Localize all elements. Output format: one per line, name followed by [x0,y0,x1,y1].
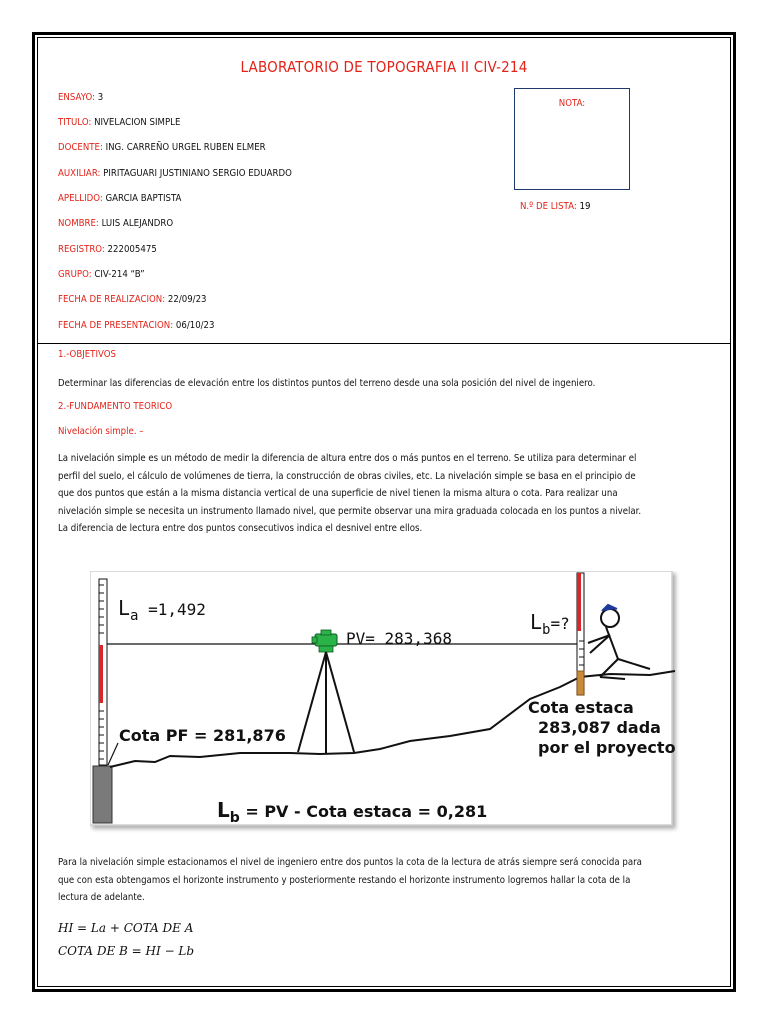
field-nombre: NOMBRE: LUIS ALEJANDRO [58,218,174,229]
label-cota-estaca-2: 283,087 dada [538,718,661,737]
label-la: $L_a$ $^{=1,492}$ [118,596,206,624]
label-cota-estaca-1: Cota estaca [528,698,634,717]
label-formula-lb: Lb = PV - Cota estaca = 0,281 [217,798,488,826]
label-pv: PV= 283,368 [346,629,452,648]
nivelacion-paragraph: La nivelación simple es un método de medir la diferencia de altura entre dos o más puntos en el terreno. Se utiliza para determinar el perfil del suelo, el cálculo de volúmenes de tierra, la construcción de obras civiles, etc. La nivelación simple se basa en el principio de que dos puntos que están a la misma distancia vertical de una superficie de nivel tienen la misma altura o cota. Para realizar una nivelación simple se necesita un instrumento llamado nivel, que permite observar una mira graduada colocada en los puntos a nivelar. La diferencia de lectura entre dos puntos consecutivos indica el desnivel entre ellos. [58,453,642,534]
field-auxiliar: AUXILIAR: PIRITAGUARI JUSTINIANO SERGIO EDUARDO [58,168,292,179]
formula-cota-b: COTA DE B = HI − Lb [58,944,195,958]
rod-b [577,573,584,695]
benchmark-post [93,766,112,823]
field-docente: DOCENTE: ING. CARREÑO URGEL RUBEN ELMER [58,142,266,153]
field-registro: REGISTRO: 222005475 [58,244,157,255]
field-titulo: TITULO: NIVELACION SIMPLE [58,117,181,128]
field-apellido: APELLIDO: GARCIA BAPTISTA [58,193,182,204]
field-fecha-presentacion: FECHA DE PRESENTACION: 06/10/23 [58,320,215,331]
field-fecha-realizacion: FECHA DE REALIZACION: 22/09/23 [58,294,207,305]
label-lb: $L_b^{=?}$ [530,610,570,638]
fundamento-heading: 2.-FUNDAMENTO TEORICO [58,401,173,412]
header-divider [37,343,731,344]
rod-a [99,579,107,765]
grade-label: NOTA: [558,98,586,109]
objetivos-paragraph: Determinar las diferencias de elevación entre los distintos puntos del terreno desde una sola posición del nivel de ingeniero. [58,378,596,389]
document-title: LABORATORIO DE TOPOGRAFIA II CIV-214 [240,58,528,76]
objetivos-heading: 1.-OBJETIVOS [58,349,116,360]
nivelacion-heading: Nivelación simple. – [58,426,144,437]
list-number: N.º DE LISTA: 19 [520,201,591,212]
leveling-diagram [90,571,680,833]
procedure-paragraph: Para la nivelación simple estacionamos el nivel de ingeniero entre dos puntos la cota de la lectura de atrás siempre será conocida para que con esta obtengamos el horizonte instrumento y posteriormente restando el horizonte instrumento logremos hallar la cota de la lectura de adelante. [58,857,642,903]
field-ensayo: ENSAYO: 3 [58,92,104,103]
field-grupo: GRUPO: CIV-214 “B” [58,269,145,280]
grade-box [514,88,630,190]
label-cota-pf: Cota PF = 281,876 [119,726,286,745]
formula-hi: HI = La + COTA DE A [58,921,194,935]
label-cota-estaca-3: por el proyecto [538,738,676,757]
